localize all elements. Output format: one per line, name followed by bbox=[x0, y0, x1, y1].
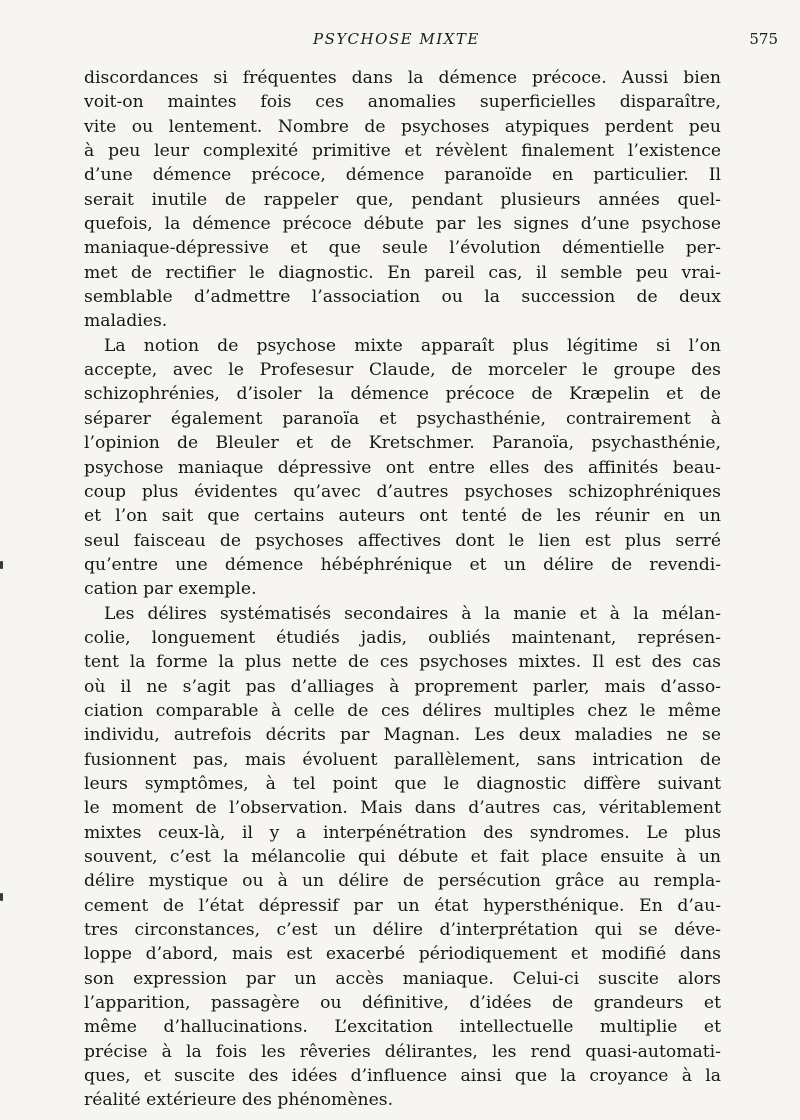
running-header bbox=[0, 30, 800, 54]
text-line: fusionnent pas, mais évoluent parallèlement, sans intrication de bbox=[84, 749, 721, 770]
text-line: vite ou lentement. Nombre de psychoses atypiques perdent peu bbox=[84, 116, 721, 137]
text-line: met de rectifier le diagnostic. En pareil cas, il semble peu vrai- bbox=[84, 262, 721, 283]
text-line: individu, autrefois décrits par Magnan. Les deux maladies ne se bbox=[84, 725, 721, 746]
text-line: précise à la fois les rêveries délirantes, les rend quasi-automati- bbox=[84, 1041, 721, 1062]
text-line: l’opinion de Bleuler et de Kretschmer. Paranoïa, psychasthénie, bbox=[84, 433, 721, 454]
text-line: La notion de psychose mixte apparaît plus légitime si l’on bbox=[104, 335, 721, 356]
text-line: qu’entre une démence hébéphrénique et un délire de revendi- bbox=[84, 554, 721, 575]
text-line: séparer également paranoïa et psychasthénie, contrairement à bbox=[84, 408, 721, 429]
text-line: serait inutile de rappeler que, pendant plusieurs années quel- bbox=[84, 189, 721, 210]
page-number: 575 bbox=[749, 30, 778, 48]
text-line: souvent, c’est la mélancolie qui débute et fait place ensuite à un bbox=[84, 847, 721, 867]
text-line: seul faisceau de psychoses affectives dont le lien est plus serré bbox=[84, 530, 721, 551]
text-line: maladies. bbox=[84, 311, 168, 332]
text-line: délire mystique ou à un délire de persécution grâce au rempla- bbox=[84, 871, 721, 892]
text-line: Les délires systématisés secondaires à la manie et à la mélan- bbox=[104, 603, 721, 624]
text-line: le moment de l’observation. Mais dans d’autres cas, véritablement bbox=[84, 798, 721, 819]
running-title: PSYCHOSE MIXTE bbox=[313, 30, 480, 48]
text-line: maniaque-dépressive et que seule l’évolution démentielle per- bbox=[84, 238, 721, 259]
text-line: où il ne s’agit pas d’alliages à proprement parler, mais d’asso- bbox=[84, 676, 721, 697]
margin-mark bbox=[0, 893, 3, 901]
text-line: discordances si fréquentes dans la démence précoce. Aussi bien bbox=[84, 68, 721, 88]
paragraph bbox=[84, 602, 721, 1113]
text-line: et l’on sait que certains auteurs ont tenté de les réunir en un bbox=[84, 506, 721, 527]
text-line: cement de l’état dépressif par un état hypersthénique. En d’au- bbox=[84, 895, 721, 916]
text-line: son expression par un accès maniaque. Celui-ci suscite alors bbox=[84, 968, 721, 989]
text-line: mixtes ceux-là, il y a interpénétration des syndromes. Le plus bbox=[84, 822, 721, 843]
text-line: schizophrénies, d’isoler la démence précoce de Kræpelin et de bbox=[84, 384, 721, 405]
text-line: colie, longuement étudiés jadis, oubliés maintenant, représen- bbox=[84, 627, 721, 648]
text-line: tres circonstances, c’est un délire d’interprétation qui se déve- bbox=[84, 920, 721, 941]
text-line: loppe d’abord, mais est exacerbé périodiquement et modifié dans bbox=[84, 944, 721, 965]
text-line: réalité extérieure des phénomènes. bbox=[84, 1090, 394, 1111]
text-line: voit-on maintes fois ces anomalies superficielles disparaître, bbox=[84, 92, 721, 113]
text-line: ques, et suscite des idées d’influence ainsi que la croyance à la bbox=[84, 1066, 721, 1087]
text-line: tent la forme la plus nette de ces psychoses mixtes. Il est des cas bbox=[84, 652, 721, 673]
text-line: psychose maniaque dépressive ont entre elles des affinités beau- bbox=[84, 457, 721, 478]
margin-mark bbox=[0, 561, 3, 569]
text-line: semblable d’admettre l’association ou la succession de deux bbox=[84, 287, 721, 308]
text-line: cation par exemple. bbox=[84, 579, 257, 600]
text-line: d’une démence précoce, démence paranoïde en particulier. Il bbox=[84, 165, 721, 186]
text-line: leurs symptômes, à tel point que le diagnostic diffère suivant bbox=[84, 773, 721, 794]
text-line: à peu leur complexité primitive et révèlent finalement l’existence bbox=[84, 141, 721, 162]
paragraph bbox=[84, 66, 721, 334]
body-text bbox=[84, 66, 721, 1113]
text-line: même d’hallucinations. L’excitation intellectuelle multiplie et bbox=[84, 1017, 721, 1038]
text-line: quefois, la démence précoce débute par les signes d’une psychose bbox=[84, 214, 721, 235]
text-line: l’apparition, passagère ou définitive, d’idées de grandeurs et bbox=[84, 993, 721, 1014]
text-line: accepte, avec le Profesesur Claude, de morceler le groupe des bbox=[84, 360, 721, 381]
paragraph bbox=[84, 334, 721, 602]
text-line: ciation comparable à celle de ces délires multiples chez le même bbox=[84, 700, 721, 721]
text-line: coup plus évidentes qu’avec d’autres psychoses schizophréniques bbox=[84, 481, 721, 502]
